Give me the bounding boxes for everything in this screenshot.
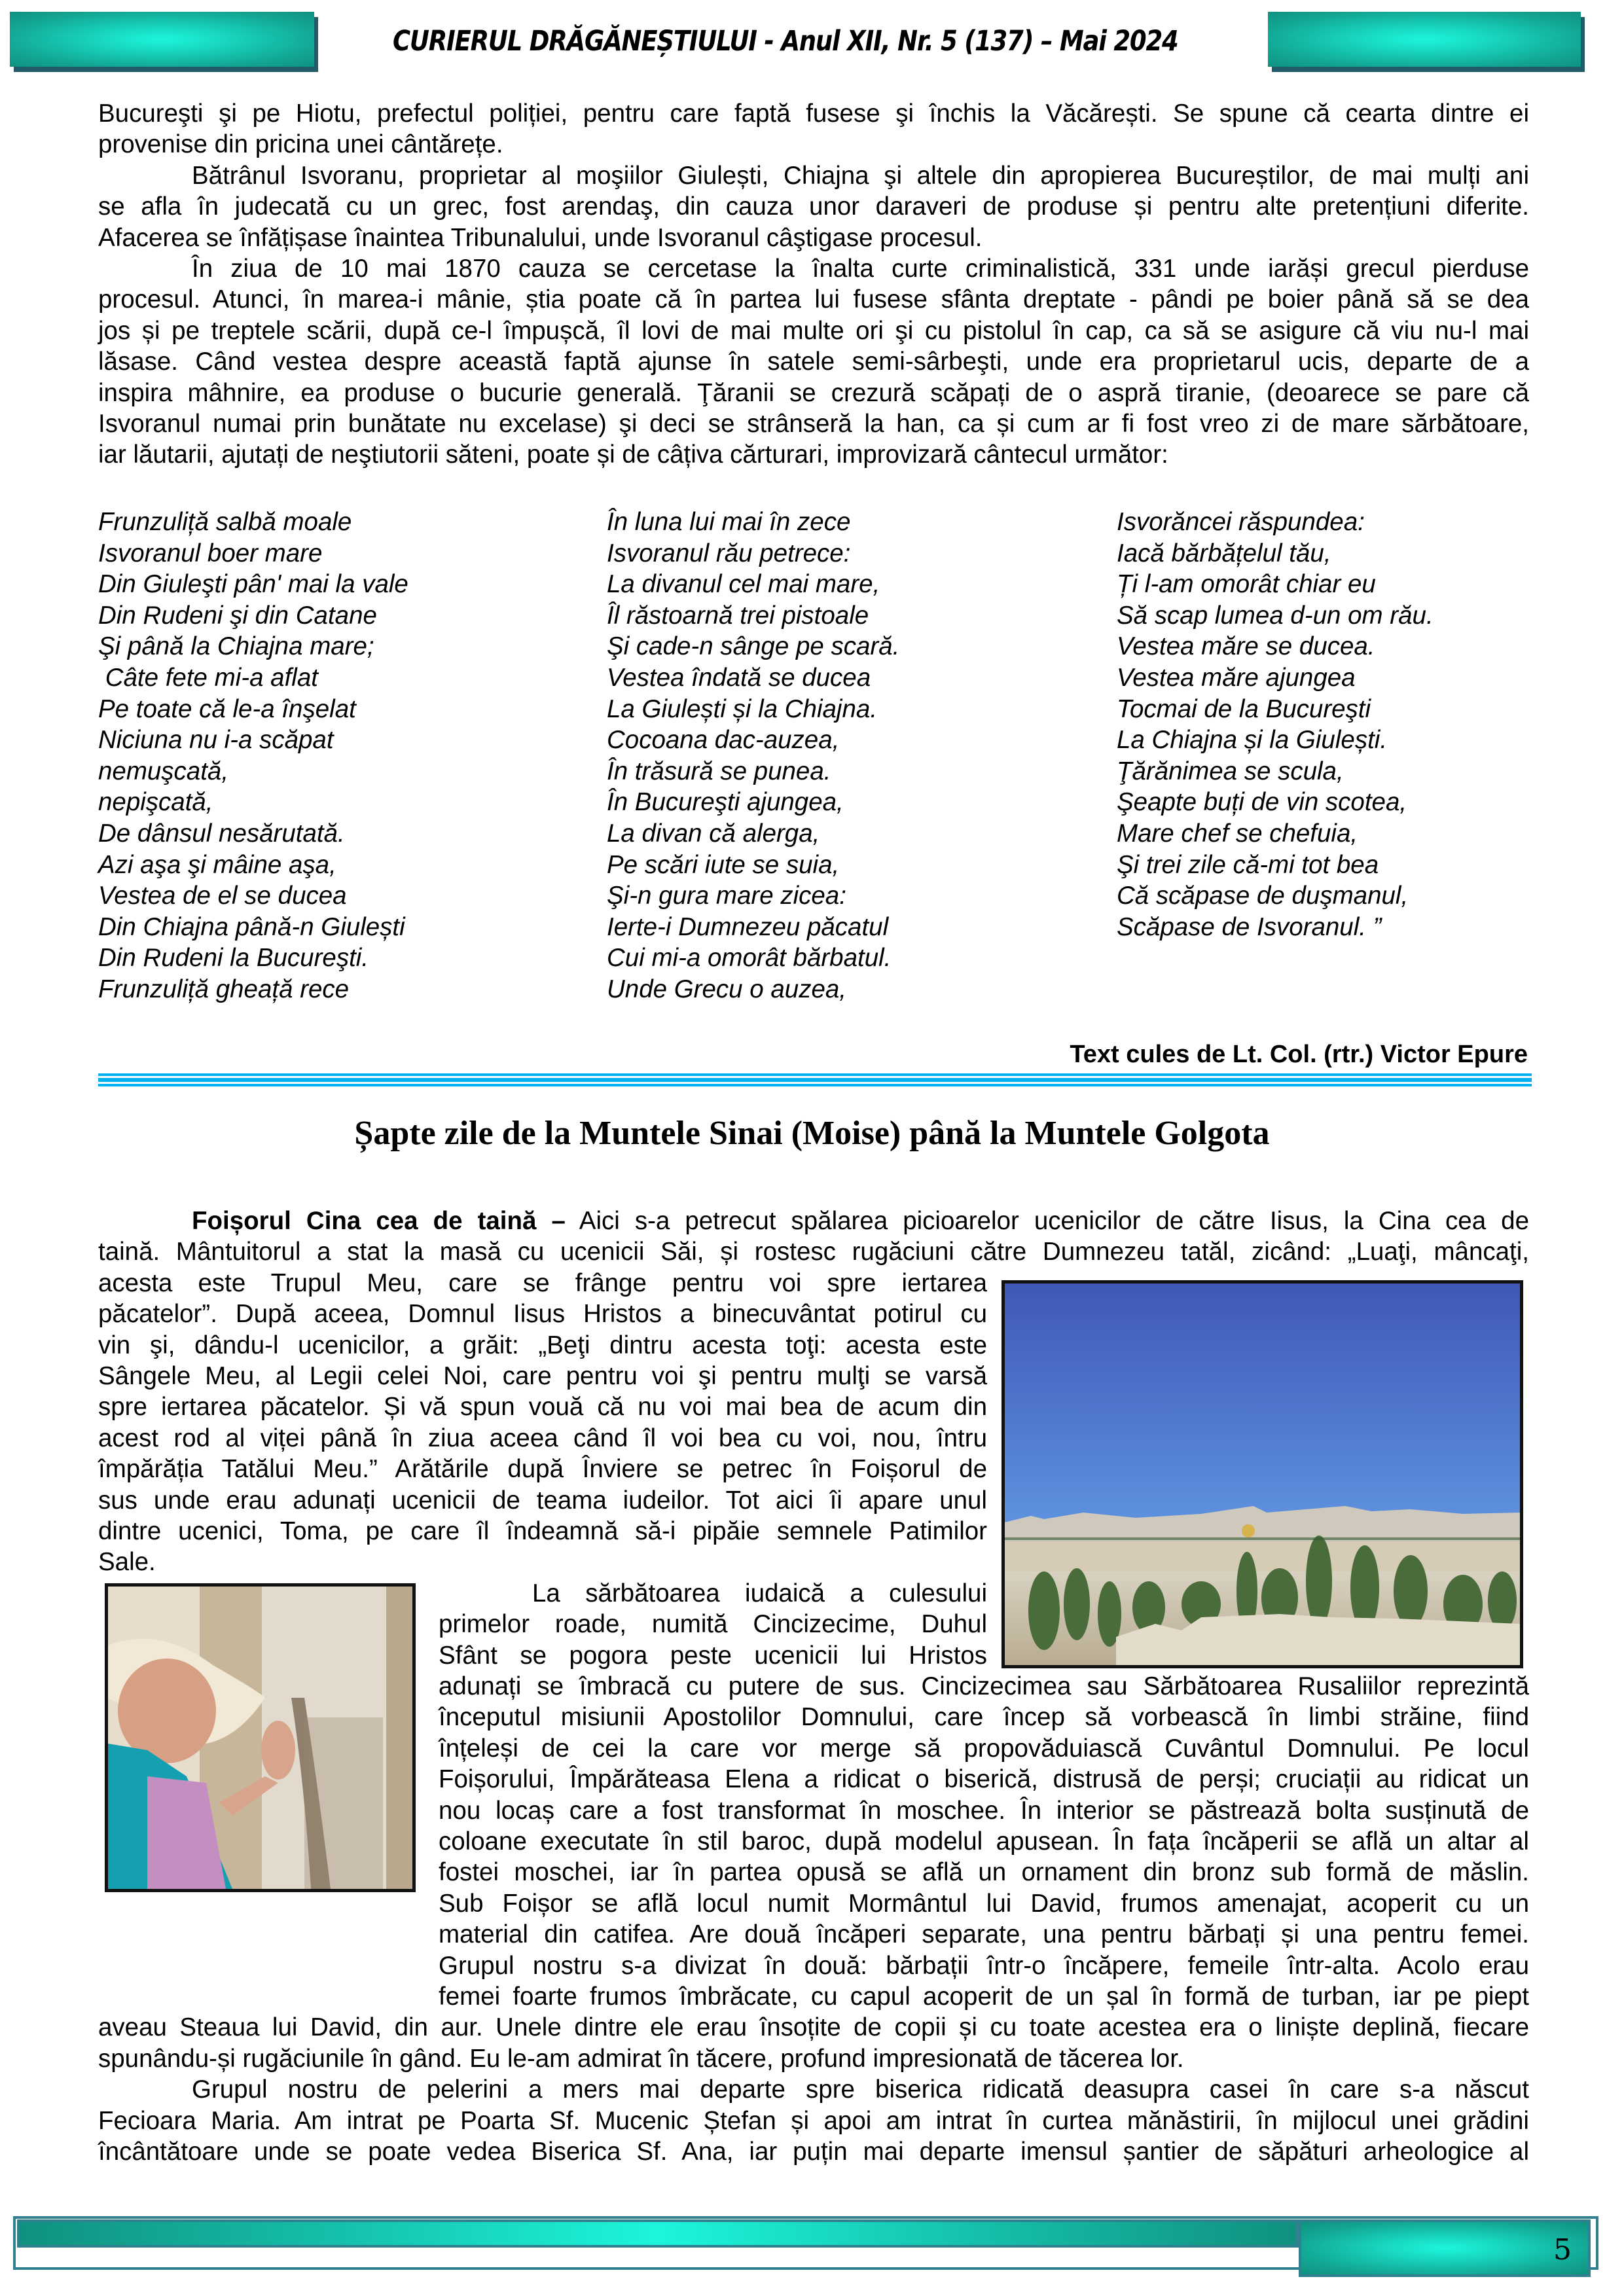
article-title: Șapte zile de la Muntele Sinai (Moise) până la Muntele Golgota xyxy=(354,1115,1270,1152)
story-line: procesul. Atunci, în marea-i mânie, știa poate că în partea lui fusese sfânta dreptate - pândi pe boier până să se dea xyxy=(98,285,1529,314)
story-line: jos și pe treptele scării, după ce-l împușcă, îl lovi de mai multe ori şi cu pistolul în cap, ca să se asigure că viu nu-l mai xyxy=(98,316,1529,345)
poem-verse: Azi aşa şi mâine aşa, xyxy=(98,850,336,879)
poem-verse: În Bucureşti ajungea, xyxy=(607,788,844,817)
article-line: acest rod al viței până în ziua aceea când îl voi bea cu voi, nou, întru xyxy=(98,1424,987,1452)
jerusalem-panorama-photo xyxy=(1001,1280,1523,1668)
article-line: aveau Steaua lui David, din aur. Unele dintre ele erau însoțite de copii și cu toate acestea era o liniște deplină, fiecare xyxy=(98,2013,1529,2042)
poem-verse: Şi-n gura mare zicea: xyxy=(607,882,846,910)
article-line: Sângele Meu, al Legii celei Noi, care pentru voi şi pentru mulţi se varsă xyxy=(98,1362,987,1390)
poem-verse: Din Rudeni la Bucureşti. xyxy=(98,944,369,973)
article-line: taină. Mântuitorul a stat la masă cu ucenicii Săi, și rostesc rugăciuni către Dumnezeu tatăl, zicând: „Luaţi, mâncaţi, xyxy=(98,1238,1529,1266)
poem-verse: Cocoana dac-auzea, xyxy=(607,726,840,755)
story-line: Bucureşti şi pe Hiotu, prefectul poliției, pentru care faptă fusese şi închis la Văcărești. Se spune că cearta dintre ei xyxy=(98,99,1529,128)
poem-verse: Ierte-i Dumnezeu păcatul xyxy=(607,912,889,941)
poem-column-3 xyxy=(1117,507,1434,942)
poem-verse: Pe scări iute se suia, xyxy=(607,850,840,879)
story-line: Bătrânul Isvoranu, proprietar al moşiilor Giulești, Chiajna şi altele din apropierea Bucureștilor, de mai mulți ani xyxy=(192,161,1529,190)
article-line: dintre ucenici, Toma, pe care îl îndeamnă să-i pipăie semnele Patimilor xyxy=(98,1517,987,1545)
poem-verse: Isvoranul boer mare xyxy=(98,539,323,567)
story-line: iar lăutarii, ajutați de neştiutorii săteni, poate și de câțiva cărturari, improvizară cântecul următor: xyxy=(98,440,1168,469)
poem-column-1 xyxy=(98,507,408,1005)
poem-verse: De dânsul nesărutată. xyxy=(98,819,345,848)
article-line: coloane executate în stil baroc, după modelul apusean. În fața încăperii se află un altar al xyxy=(439,1827,1529,1856)
article-line: spre iertarea păcatelor. Și vă spun vouă că nu voi mai bea de acum din xyxy=(98,1393,987,1422)
article-line: împărăția Tatălui Meu.” Arătările după Înviere se petrec în Foișorul de xyxy=(98,1455,987,1484)
article-line: Sale. xyxy=(98,1548,156,1577)
story-line: lăsase. Când vestea despre această faptă ajunse în satele semi-sârbeşti, unde era proprietarul ucis, departe de a xyxy=(98,348,1529,376)
article-line: înțeleși de cei la care vor merge să propovăduiască Cuvântul Domnului. Pe locul xyxy=(439,1734,1529,1763)
poem-verse: Vestea măre se ducea. xyxy=(1117,632,1375,661)
separator-line xyxy=(98,1073,1532,1076)
separator-line xyxy=(98,1084,1532,1086)
article-line: material din catifea. Are două încăperi separate, una pentru bărbați și una pentru femei. xyxy=(439,1920,1529,1949)
poem-verse: Niciuna nu i-a scăpat xyxy=(98,726,334,755)
poem-verse: Frunzuliță salbă moale xyxy=(98,508,352,536)
article-line: nou locaș care a fost transformat în moschee. În interior se păstrează bolta susținută de xyxy=(439,1796,1529,1825)
header-decor-left xyxy=(10,12,314,67)
poem-verse: Tocmai de la Bucureşti xyxy=(1117,694,1371,723)
poem-verse: Şeapte buți de vin scotea, xyxy=(1117,788,1407,817)
story-line: inspira mâhnire, ea produse o bucurie generală. Ţăranii se crezură scăpați de o aspră tiranie, (deoarece se pare că xyxy=(98,378,1529,407)
poem-verse: Vestea de el se ducea xyxy=(98,882,347,910)
poem-verse: Isvoranul rău petrece: xyxy=(607,539,851,567)
story-line: se afla în judecată cu un grec, fost arendaş, din cauza unor daraveri de produse și pentru alte pretențiuni diferite. xyxy=(98,192,1529,221)
poem-verse: Să scap lumea d-un om rău. xyxy=(1117,601,1434,630)
story-line: Isvoranul numai prin bunătate nu excelase) şi deci se strânseră la han, ca și cum ar fi fost vreo zi de mare sărbătoare, xyxy=(98,410,1529,438)
woman-at-column-photo xyxy=(105,1583,416,1892)
byline: Text cules de Lt. Col. (rtr.) Victor Epure xyxy=(1070,1041,1528,1068)
separator-line xyxy=(98,1078,1532,1082)
article-line: primelor roade, numită Cincizecime, Duhul xyxy=(439,1610,987,1639)
poem-verse: Unde Grecu o auzea, xyxy=(607,975,846,1003)
article-line: femei foarte frumos îmbrăcate, cu capul acoperit de un șal în formă de turban, iar pe piept xyxy=(439,1982,1529,2011)
poem-verse: Ţărănimea se scula, xyxy=(1117,757,1344,785)
poem-verse: La Giulești și la Chiajna. xyxy=(607,694,878,723)
article-line: adunați se îmbracă cu putere de sus. Cincizecimea sau Sărbătoarea Rusaliilor reprezintă xyxy=(439,1672,1529,1700)
poem-verse: La Chiajna și la Giulești. xyxy=(1117,726,1388,755)
article-line: păcatelor”. După aceea, Domnul Iisus Hristos a binecuvântat potirul cu xyxy=(98,1300,987,1329)
poem-verse: Frunzuliță gheață rece xyxy=(98,975,350,1003)
poem-verse: Că scăpase de duşmanul, xyxy=(1117,882,1409,910)
poem-verse: Cui mi-a omorât bărbatul. xyxy=(607,944,892,973)
poem-verse: În trăsură se punea. xyxy=(607,757,831,785)
article-line-text: Aici s-a petrecut spălarea picioarelor ucenicilor de către Iisus, la Cina cea de xyxy=(565,1207,1529,1235)
article-line: sus unde erau adunați ucenicii de teama iudeilor. Tot aici îi apare unul xyxy=(98,1486,987,1515)
poem-verse: Şi trei zile că-mi tot bea xyxy=(1117,850,1379,879)
article-line: spunându-și rugăciunile în gând. Eu le-am admirat în tăcere, profund impresionată de tăcerea lor. xyxy=(98,2044,1184,2073)
poem-verse: Din Rudeni şi din Catane xyxy=(98,601,377,630)
poem-verse: În luna lui mai în zece xyxy=(607,508,851,536)
poem-verse: Mare chef se chefuia, xyxy=(1117,819,1358,848)
article-line: Fecioara Maria. Am intrat pe Poarta Sf. Mucenic Ștefan și apoi am intrat în curtea mănăstirii, în mijlocul unei grădini xyxy=(98,2106,1529,2135)
poem-verse: Scăpase de Isvoranul. ” xyxy=(1117,912,1382,941)
footer-bar xyxy=(20,2222,1296,2245)
poem-verse: Iacă bărbățelul tău, xyxy=(1117,539,1331,567)
article-line: La sărbătoarea iudaică a culesului xyxy=(532,1579,987,1607)
story-line: În ziua de 10 mai 1870 cauza se cercetase la înalta curte criminalistică, 331 unde iarăși grecul pierduse xyxy=(192,255,1529,283)
story-line: Afacerea se înfățișase înaintea Tribunalului, unde Isvoranul câştigase procesul. xyxy=(98,223,983,252)
poem-verse: Vestea îndată se ducea xyxy=(607,663,871,692)
article-line: acesta este Trupul Meu, care se frânge pentru voi spre iertarea xyxy=(98,1268,987,1297)
poem-verse: Pe toate că le-a înşelat xyxy=(98,694,356,723)
poem-verse: La divan că alerga, xyxy=(607,819,820,848)
poem-verse: Vestea măre ajungea xyxy=(1117,663,1356,692)
newspaper-header-title: CURIERUL DRĂGĂNEȘTIULUI - Anul XII, Nr. 5 (137) – Mai 2024 xyxy=(393,25,1178,58)
article-line: începutul misiunii Apostolilor Domnului, care încep să vorbească în limbi străine, fiind xyxy=(439,1703,1529,1732)
poem-verse: nepişcată, xyxy=(98,788,213,817)
poem-verse: Ți l-am omorât chiar eu xyxy=(1117,570,1376,599)
poem-verse: nemuşcată, xyxy=(98,757,229,785)
article-line: vin şi, dându-l ucenicilor, a grăit: „Beţi dintru acesta toţi: acesta este xyxy=(98,1331,987,1359)
article-line: Sub Foișor se află locul numit Mormântul lui David, frumos amenajat, acoperit cu un xyxy=(439,1889,1529,1918)
poem-verse: Şi cade-n sânge pe scară. xyxy=(607,632,900,661)
page-number-box xyxy=(1301,2222,1588,2274)
article-line: Foișorului, Împărăteasa Elena a ridicat o biserică, distrusă de perși; cruciații au ridicat un xyxy=(439,1765,1529,1794)
article-lead-heading: Foișorul Cina cea de taină – xyxy=(192,1207,566,1235)
page-number: 5 xyxy=(1553,2233,1572,2267)
article-line: Grupul nostru s-a divizat în două: bărbații într-o încăpere, femeile într-alta. Acolo erau xyxy=(439,1951,1529,1980)
header-decor-right xyxy=(1268,12,1581,67)
poem-verse: Din Giuleşti pân' mai la vale xyxy=(98,570,408,599)
poem-verse: Isvorăncei răspundea: xyxy=(1117,508,1365,536)
poem-verse: Şi până la Chiajna mare; xyxy=(98,632,374,661)
poem-verse: Îl răstoarnă trei pistoale xyxy=(607,601,869,630)
article-line: încântătoare unde se poate vedea Biserica Sf. Ana, iar puțin mai departe imensul șantier de săpături arheologice al xyxy=(98,2138,1529,2166)
poem-verse: Din Chiajna până-n Giulești xyxy=(98,912,405,941)
article-line xyxy=(192,1206,1529,1236)
story-line: provenise din pricina unei cântărețe. xyxy=(98,130,503,159)
poem-verse: La divanul cel mai mare, xyxy=(607,570,880,599)
article-line: fostei moschei, iar în partea opusă se află un ornament din bronz sub formă de măslin. xyxy=(439,1858,1529,1887)
poem-verse: Câte fete mi-a aflat xyxy=(98,663,318,692)
article-line: Grupul nostru de pelerini a mers mai departe spre biserica ridicată deasupra casei în care s-a născut xyxy=(192,2075,1529,2104)
article-line: Sfânt se pogora peste ucenicii lui Hristos xyxy=(439,1641,987,1670)
poem-column-2 xyxy=(607,507,899,1005)
